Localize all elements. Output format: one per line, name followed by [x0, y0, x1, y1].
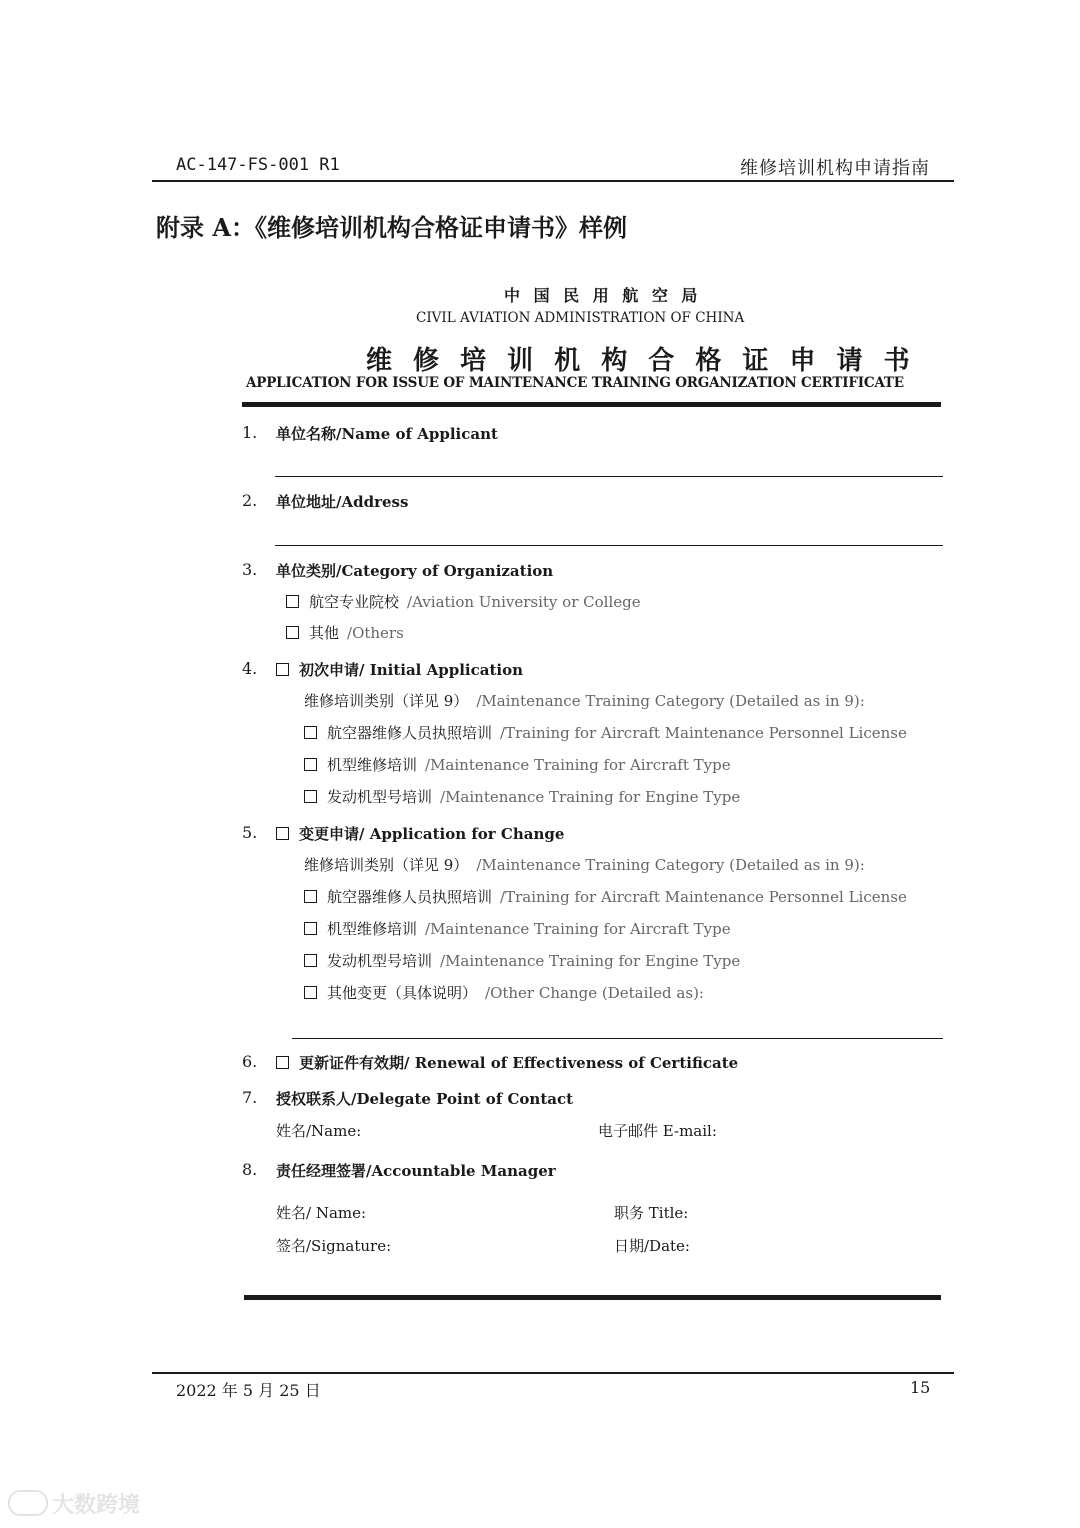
item-7-label: 授权联系人/Delegate Point of Contact: [276, 1090, 574, 1108]
change-option-other[interactable]: [304, 982, 707, 1003]
category-option-others[interactable]: [286, 622, 407, 643]
item-8-label: 责任经理签署/Accountable Manager: [276, 1162, 556, 1180]
category-option-college[interactable]: [286, 591, 644, 612]
address-line[interactable]: [275, 545, 943, 546]
option-cn: 其他: [309, 624, 340, 642]
initial-option-engine-type[interactable]: [304, 786, 743, 807]
item-7-number: 7.: [242, 1088, 258, 1107]
doc-title: 维修培训机构申请指南: [740, 158, 930, 179]
checkbox[interactable]: [286, 595, 299, 608]
manager-date-field[interactable]: 日期/Date:: [614, 1237, 690, 1255]
item-2-number: 2.: [242, 491, 258, 510]
option-cn: 其他变更（具体说明）: [327, 984, 478, 1002]
item-4-category: [304, 690, 868, 711]
initial-option-license[interactable]: [304, 722, 910, 743]
option-en: /Aviation University or College: [407, 593, 641, 611]
checkbox[interactable]: [304, 954, 317, 967]
change-option-engine-type[interactable]: [304, 950, 743, 971]
option-en: /Training for Aircraft Maintenance Personnel License: [500, 888, 907, 906]
applicant-name-line[interactable]: [275, 476, 943, 477]
item-5-category: [304, 854, 868, 875]
item-2-label: 单位地址/Address: [276, 493, 409, 511]
category-cn: 维修培训类别（详见 9）: [304, 856, 469, 874]
option-cn: 机型维修培训: [327, 920, 418, 938]
contact-email-field[interactable]: 电子邮件 E-mail:: [598, 1122, 717, 1140]
manager-name-field[interactable]: 姓名/ Name:: [276, 1204, 367, 1222]
item-6-number: 6.: [242, 1052, 258, 1071]
checkbox[interactable]: [304, 758, 317, 771]
item-4-label: 初次申请/ Initial Application: [299, 661, 523, 679]
item-1-label: 单位名称/Name of Applicant: [276, 425, 498, 443]
item-1-number: 1.: [242, 423, 258, 442]
checkbox[interactable]: [286, 626, 299, 639]
doc-id: AC-147-FS-001 R1: [176, 155, 340, 175]
change-option-license[interactable]: [304, 886, 910, 907]
category-en: /Maintenance Training Category (Detailed as in 9):: [476, 692, 865, 710]
option-cn: 航空器维修人员执照培训: [327, 888, 493, 906]
option-cn: 发动机型号培训: [327, 788, 433, 806]
checkbox[interactable]: [304, 790, 317, 803]
checkbox[interactable]: [304, 986, 317, 999]
category-en: /Maintenance Training Category (Detailed as in 9):: [476, 856, 865, 874]
option-cn: 机型维修培训: [327, 756, 418, 774]
form-bottom-rule: [244, 1295, 941, 1300]
form-top-rule: [242, 402, 941, 407]
option-cn: 航空专业院校: [309, 593, 400, 611]
manager-signature-field[interactable]: 签名/Signature:: [276, 1237, 392, 1255]
footer-date: 2022 年 5 月 25 日: [176, 1381, 321, 1400]
item-5-label: 变更申请/ Application for Change: [299, 825, 565, 843]
checkbox[interactable]: [304, 922, 317, 935]
initial-application-option[interactable]: [276, 659, 523, 680]
appendix-title: 附录 A：《维修培训机构合格证申请书》样例: [156, 213, 627, 242]
option-cn: 发动机型号培训: [327, 952, 433, 970]
item-5-number: 5.: [242, 823, 258, 842]
checkbox[interactable]: [304, 726, 317, 739]
renewal-option[interactable]: [276, 1052, 738, 1073]
form-title-cn: 维 修 培 训 机 构 合 格 证 申 请 书: [366, 346, 916, 376]
option-en: /Maintenance Training for Engine Type: [440, 952, 741, 970]
change-application-option[interactable]: [276, 823, 564, 844]
contact-name-field[interactable]: 姓名/Name:: [276, 1122, 362, 1140]
option-en: /Other Change (Detailed as):: [485, 984, 704, 1002]
authority-cn: 中 国 民 用 航 空 局: [504, 286, 702, 305]
manager-title-field[interactable]: 职务 Title:: [614, 1204, 689, 1222]
watermark-text: 大数跨境: [52, 1493, 141, 1518]
watermark-logo-icon: [8, 1490, 48, 1516]
option-cn: 航空器维修人员执照培训: [327, 724, 493, 742]
form-title-en: APPLICATION FOR ISSUE OF MAINTENANCE TRAINING ORGANIZATION CERTIFICATE: [246, 375, 904, 391]
watermark: [8, 1488, 140, 1519]
checkbox[interactable]: [276, 1056, 289, 1069]
other-change-line[interactable]: [292, 1038, 943, 1039]
footer-rule: [152, 1372, 954, 1374]
item-3-label: 单位类别/Category of Organization: [276, 562, 554, 580]
authority-en: CIVIL AVIATION ADMINISTRATION OF CHINA: [416, 310, 745, 326]
initial-option-aircraft-type[interactable]: [304, 754, 734, 775]
category-cn: 维修培训类别（详见 9）: [304, 692, 469, 710]
change-option-aircraft-type[interactable]: [304, 918, 734, 939]
option-en: /Maintenance Training for Engine Type: [440, 788, 741, 806]
option-en: /Others: [347, 624, 404, 642]
option-en: /Training for Aircraft Maintenance Personnel License: [500, 724, 907, 742]
item-3-number: 3.: [242, 560, 258, 579]
checkbox[interactable]: [276, 827, 289, 840]
page-number: 15: [910, 1378, 931, 1397]
option-en: /Maintenance Training for Aircraft Type: [425, 920, 731, 938]
item-8-number: 8.: [242, 1160, 258, 1179]
checkbox[interactable]: [304, 890, 317, 903]
item-4-number: 4.: [242, 659, 258, 678]
checkbox[interactable]: [276, 663, 289, 676]
option-en: /Maintenance Training for Aircraft Type: [425, 756, 731, 774]
header-rule: [152, 180, 954, 182]
item-6-label: 更新证件有效期/ Renewal of Effectiveness of Certificate: [299, 1054, 739, 1072]
